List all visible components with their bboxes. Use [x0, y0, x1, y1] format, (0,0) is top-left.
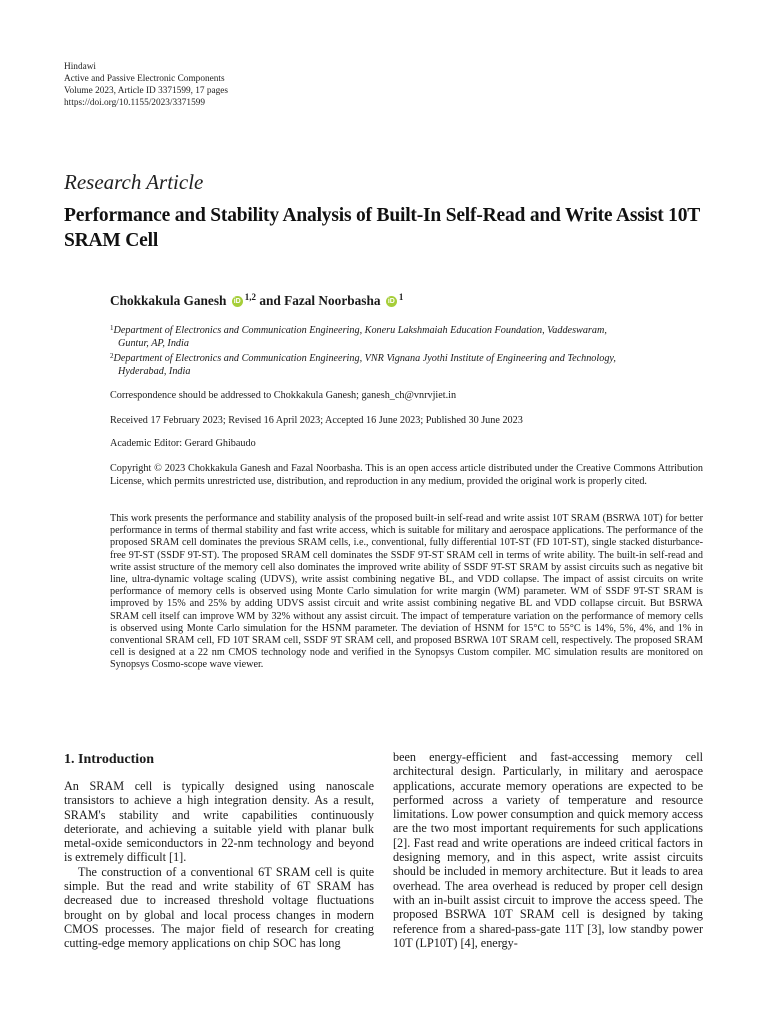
author-connector: and	[259, 293, 281, 308]
publisher-name: Hindawi	[64, 62, 97, 72]
journal-name: Active and Passive Electronic Components	[64, 74, 225, 84]
article-type: Research Article	[64, 170, 204, 194]
abstract-text: This work presents the performance and stability analysis of the proposed built-in self-read and write assist 10T SRAM (BSRWA 10T) for better performance in terms of thermal stability and fast write access, which is suitable for military and aerospace applications. The performance of the proposed SRAM cell dominates the previous SRAM cells, i.e., conventional, fully differential 10T-ST (FD 10T-ST), single stacked disturbance-free 9T-ST (SSDF 9T-ST). The proposed SRAM cell dominates the SSDF 9T-ST SRAM cell in terms of write ability. The built-in self-read and write assist structure of the memory cell also dominates the improved write ability of SSDF 9T-ST SRAM by assist circuits such as negative bit line, ultra-dynamic voltage scaling (UDVS), write assist combining negative BL, and VDD collapse. The impact of assist circuits on write performance of memory cells is observed using Monte Carlo simulation for write margin (WM) parameter. WM of SSDF 9T-ST SRAM is improved by 15% and 25% by adding UDVS assist circuit and write assist combining negative BL and VDD collapse circuit. But BSRWA SRAM cell itself can improve WM by 32% without any assist circuit. The impact of temperature variation on the performance of memory cells is observed using Monte Carlo simulation for the HSNM parameter. The deviation of HSNM for 15°C to 55°C is 14%, 5%, 4%, and 1% in conventional SRAM cell, FD 10T SRAM cell, SSDF 9T SRAM cell, and proposed BSRWA 10T SRAM cell, respectively. The proposed SRAM cell is designed at a 22 nm CMOS technology node and verified in the Synopsys Custom compiler. MC simulation results are monitored on Synopsys Cosmo-scope wave viewer.	[110, 513, 703, 671]
abstract	[110, 513, 703, 672]
paragraph: been energy-efficient and fast-accessing memory cell architectural design. Particularly, in military and aerospace applications, accurate memory operations are expected to be performed across a variety of temperature and resource limitations. Low power consumption and quick memory access are the two most important requirements for such applications [2]. Fast read and write operations are indeed critical factors in designing memory, and in this aspect, write assist circuits should be included in memory architecture. But it leads to area overhead. The area overhead is reduced by proper cell design with an in-built assist circuit to improve the access speed. The proposed BSRWA 10T SRAM cell is designed by taking reference from a shared-pass-gate 11T [3], low standby power 10T (LP10T) [4], energy-	[393, 750, 703, 950]
author-name[interactable]: Fazal Noorbasha	[284, 293, 381, 308]
body-column-left	[64, 779, 374, 951]
affiliation-text: Hyderabad, India	[118, 366, 191, 377]
author-affiliation-ref: 1	[398, 292, 404, 302]
author-line	[110, 292, 403, 309]
doi-link[interactable]: https://doi.org/10.1155/2023/3371599	[64, 98, 206, 108]
affiliation-text: Department of Electronics and Communication Engineering, Koneru Lakshmaiah Education Foundation, Vaddeswaram,	[113, 325, 607, 336]
affiliation-2	[110, 350, 710, 378]
body-column-right	[393, 750, 703, 950]
journal-header	[64, 61, 228, 109]
section-heading: 1. Introduction	[64, 752, 154, 767]
author-name[interactable]: Chokkakula Ganesh	[110, 293, 227, 308]
volume-info: Volume 2023, Article ID 3371599, 17 pages	[64, 86, 229, 96]
affiliation-text: Guntur, AP, India	[118, 338, 189, 349]
affiliation-text: Department of Electronics and Communication Engineering, VNR Vignana Jyothi Institute of Engineering and Technology,	[113, 353, 616, 364]
author-affiliation-ref: 1,2	[244, 292, 256, 302]
affiliation-1	[110, 322, 710, 350]
orcid-icon[interactable]: iD	[233, 298, 241, 306]
academic-editor: Academic Editor: Gerard Ghibaudo	[110, 438, 256, 449]
paper-title: Performance and Stability Analysis of Built-In Self-Read and Write Assist 10T SRAM Cell	[64, 205, 700, 251]
affiliation-number: 2	[110, 352, 114, 360]
paragraph: An SRAM cell is typically designed using nanoscale transistors to achieve a high integration density. As a result, SRAM's stability and write capabilities continuously deteriorate, and achieving a suitable yield with planar bulk metal-oxide semiconductors in 22-nm technology and beyond is extremely difficult [1].	[64, 779, 374, 865]
orcid-icon[interactable]: iD	[387, 298, 395, 306]
paragraph: The construction of a conventional 6T SRAM cell is quite simple. But the read and write stability of 6T SRAM has decreased due to increased threshold voltage fluctuations brought on by global and local process changes in modern CMOS processes. The major field of research for creating cutting-edge memory applications on chip SOC has long	[64, 864, 374, 951]
correspondence: Correspondence should be addressed to Chokkakula Ganesh; ganesh_ch@vnrvjiet.in	[110, 390, 457, 401]
copyright-notice: Copyright © 2023 Chokkakula Ganesh and Fazal Noorbasha. This is an open access article distributed under the Creative Commons Attribution License, which permits unrestricted use, distribution, and reproduction in any medium, provided the original work is properly cited.	[110, 463, 703, 487]
affiliation-number: 1	[110, 324, 114, 332]
publication-dates: Received 17 February 2023; Revised 16 April 2023; Accepted 16 June 2023; Published 30 June 2023	[110, 415, 523, 426]
